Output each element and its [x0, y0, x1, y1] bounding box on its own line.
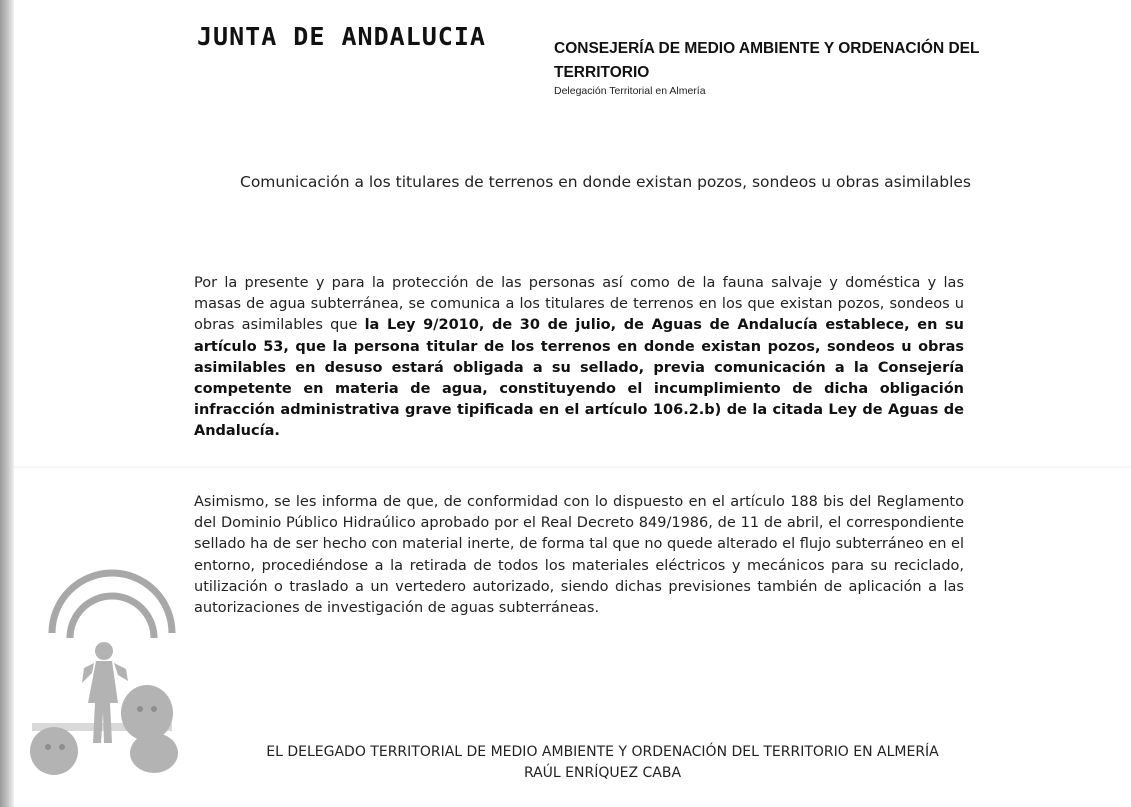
document-subject: Comunicación a los titulares de terrenos en donde existan pozos, sondeos u obras asimilables: [240, 173, 971, 191]
scan-edge: [0, 0, 14, 807]
paragraph-2: Asimismo, se les informa de que, de conformidad con lo dispuesto en el artículo 188 bis del Reglamento del Dominio Público Hidraúlico aprobado por el Real Decreto 849/1986, de 11 de abril, el correspondiente sellado ha de ser hecho con material inerte, de forma tal que no quede alterado el flujo subterráneo en el entorno, procediéndose a la retirada de todos los materiales eléctricos y mecánicos para su reciclado, utilización o traslado a un vertedero autorizado, siendo dichas previsiones también de aplicación a las autorizaciones de investigación de aguas subterráneas.: [194, 494, 964, 617]
department-block: [554, 37, 1024, 97]
signature-title: EL DELEGADO TERRITORIAL DE MEDIO AMBIENTE Y ORDENACIÓN DEL TERRITORIO EN ALMERÍA: [266, 744, 939, 760]
paragraph-1-law-text: la Ley 9/2010, de 30 de julio, de Aguas de Andalucía establece, en su artículo 53, que la persona titular de los terrenos en donde existan pozos, sondeos u obras asimilables en desuso estará obligada a su sellado, previa comunicación a la Consejería competente en materia de agua, constituyendo el incumplimiento de dicha obligación infracción administrativa grave tipificada en el artículo 106.2.b) de la citada Ley de Aguas de Andalucía.: [194, 317, 964, 440]
signature-block: [14, 742, 1131, 784]
office-name: Delegación Territorial en Almería: [554, 85, 706, 97]
signature-name: RAÚL ENRÍQUEZ CABA: [523, 765, 682, 781]
paragraph-1-intro: Por la presente y para la protección de las personas así como de la fauna salvaje y doméstica y las masas de agua subterránea, se comunica a los titulares de terrenos en los que existan pozos, sondeos u obras asimilables que: [194, 275, 964, 334]
paper-fold: [14, 466, 1131, 469]
department-name: CONSEJERÍA DE MEDIO AMBIENTE Y ORDENACIÓN DEL TERRITORIO: [554, 40, 980, 81]
paragraph-1: [194, 273, 964, 443]
brand-name: JUNTA DE ANDALUCIA: [197, 22, 486, 51]
